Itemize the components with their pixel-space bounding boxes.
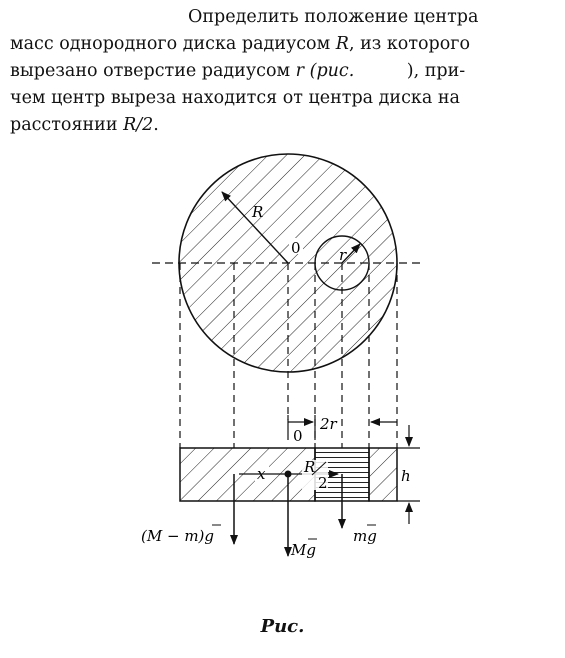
var-r: r: [295, 61, 305, 81]
label-2r: 2r: [320, 415, 337, 433]
problem-line-3-pre: вырезано отверстие радиусом: [10, 61, 296, 81]
section-right: [369, 448, 397, 501]
problem-line-3-post: ), при-: [406, 61, 466, 81]
label-R-half-num: R: [304, 458, 316, 476]
problem-line-5-end: .: [153, 115, 159, 135]
problem-line-4: чем центр выреза находится от центра диска на: [10, 88, 460, 108]
label-origin-top: 0: [291, 239, 301, 257]
var-R-half: R/2: [123, 115, 154, 135]
label-R-top: R: [252, 203, 264, 221]
figure-ref: (рис.: [309, 61, 355, 81]
label-x: x: [257, 465, 266, 483]
problem-line-2-pre: масс однородного диска радиусом: [10, 34, 336, 54]
label-force-left: (M − m)g: [141, 527, 214, 545]
problem-line-5-pre: расстоянии: [10, 115, 124, 135]
var-R: R: [335, 34, 349, 54]
label-force-right: mg: [353, 527, 377, 545]
problem-line-1: Определить положение центра: [188, 7, 479, 27]
figure-caption: Рис.: [260, 616, 305, 637]
label-R-half-den: 2: [318, 474, 328, 492]
problem-line-2-post: , из которого: [348, 34, 470, 54]
label-origin-bottom: 0: [293, 427, 303, 445]
label-h: h: [401, 467, 411, 485]
label-force-center: Mg: [291, 541, 316, 559]
label-r-top: r: [339, 246, 347, 264]
